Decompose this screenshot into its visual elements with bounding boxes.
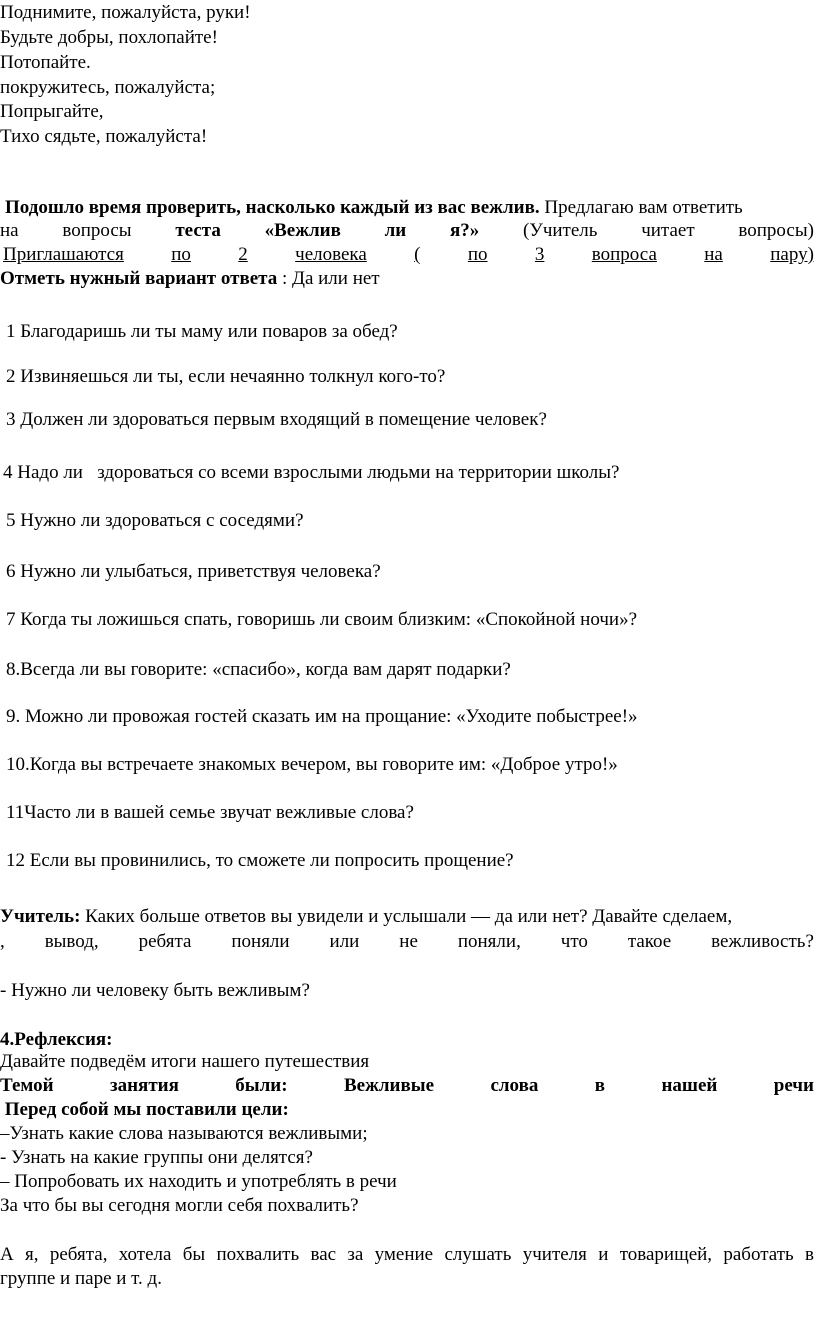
intro-bold-lead: Подошло время проверить, насколько каждый из вас вежлив. xyxy=(5,197,540,218)
reflection-heading xyxy=(0,1029,113,1051)
intro-line-2 xyxy=(0,220,814,242)
verse-line: Поднимите, пожалуйста, руки! xyxy=(0,2,251,23)
instruction-rest: : Да или нет xyxy=(277,268,380,289)
word: на xyxy=(704,244,723,265)
verse-line: Тихо сядьте, пожалуйста! xyxy=(0,126,208,147)
teacher-line-1 xyxy=(0,906,732,928)
word: я, xyxy=(25,1244,39,1265)
word: слова xyxy=(490,1075,539,1096)
word: А xyxy=(0,1244,14,1265)
reflection-heading-text: 4.Рефлексия: xyxy=(0,1029,113,1050)
word: вопроса xyxy=(591,244,657,265)
word: читает xyxy=(641,220,695,241)
word: 2 xyxy=(238,244,248,265)
closing-line-1 xyxy=(0,1244,814,1266)
intro-rest: Предлагаю вам ответить xyxy=(539,197,743,218)
word: бы xyxy=(182,1244,206,1265)
teacher-label: Учитель: xyxy=(0,906,81,927)
word: не xyxy=(399,931,418,952)
word: товарищей, xyxy=(619,1244,713,1265)
question-item: 7 Когда ты ложишься спать, говоришь ли своим близким: «Спокойной ночи»? xyxy=(6,609,638,630)
intro-line-1 xyxy=(5,197,743,219)
word: такое xyxy=(627,931,672,952)
word: умение xyxy=(374,1244,434,1265)
word: слушать xyxy=(444,1244,512,1265)
goals-heading xyxy=(0,1099,289,1121)
answer-instruction xyxy=(0,268,380,290)
goal-item: – Попробовать их находить и употреблять в речи xyxy=(0,1171,397,1192)
word: занятия xyxy=(109,1075,179,1096)
teacher-question: - Нужно ли человеку быть вежливым? xyxy=(0,980,310,1001)
word: в xyxy=(804,1244,814,1265)
reflection-summary: Давайте подведём итоги нашего путешествия xyxy=(0,1051,370,1072)
word: , xyxy=(0,931,5,952)
word: пару) xyxy=(770,244,814,265)
word: речи xyxy=(773,1075,814,1096)
intro-line-3 xyxy=(3,244,814,266)
question-item: 4 Надо ли здороваться со всеми взрослыми людьми на территории школы? xyxy=(3,462,620,483)
goals-heading-text: Перед собой мы поставили цели: xyxy=(0,1099,289,1120)
word: вежливость? xyxy=(711,931,814,952)
praise-question: За что бы вы сегодня могли себя похвалить? xyxy=(0,1195,359,1216)
word: Вежливые xyxy=(344,1075,435,1096)
word: хотела xyxy=(118,1244,172,1265)
word: (Учитель xyxy=(523,220,598,241)
word: на xyxy=(0,220,19,241)
word: по xyxy=(467,244,488,265)
question-item: 10.Когда вы встречаете знакомых вечером, вы говорите им: «Доброе утро!» xyxy=(6,754,618,775)
teacher-text: Каких больше ответов вы увидели и услышали — да или нет? Давайте сделаем, xyxy=(80,906,733,927)
word: вас xyxy=(310,1244,337,1265)
word: ( xyxy=(414,244,421,265)
goal-item: –Узнать какие слова называются вежливыми; xyxy=(0,1123,368,1144)
word: ли xyxy=(384,220,407,241)
word: учителя xyxy=(522,1244,587,1265)
word: «Вежлив xyxy=(264,220,341,241)
word: по xyxy=(171,244,191,265)
topic-line xyxy=(0,1075,814,1097)
word: вопросы) xyxy=(738,220,814,241)
word: нашей xyxy=(661,1075,718,1096)
word: поняли, xyxy=(457,931,521,952)
word: или xyxy=(329,931,360,952)
goal-item: - Узнать на какие группы они делятся? xyxy=(0,1147,313,1168)
word: поняли xyxy=(231,931,290,952)
word: и xyxy=(598,1244,609,1265)
word: за xyxy=(347,1244,364,1265)
verse-line: покружитесь, пожалуйста; xyxy=(0,77,216,98)
question-item: 12 Если вы провинились, то сможете ли попросить прощение? xyxy=(6,850,514,871)
teacher-line-2 xyxy=(0,931,814,953)
word: Темой xyxy=(0,1075,54,1096)
question-item: 5 Нужно ли здороваться с соседями? xyxy=(6,510,304,531)
word: Приглашаются xyxy=(3,244,124,265)
closing-line-2: группе и паре и т. д. xyxy=(0,1268,162,1289)
verse-line: Будьте добры, похлопайте! xyxy=(0,27,218,48)
question-item: 8.Всегда ли вы говорите: «спасибо», когда вам дарят подарки? xyxy=(6,659,511,680)
question-item: 6 Нужно ли улыбаться, приветствуя человека? xyxy=(6,561,381,582)
word: вывод, xyxy=(44,931,99,952)
word: работать xyxy=(723,1244,794,1265)
question-item: 9. Можно ли провожая гостей сказать им на прощание: «Уходите побыстрее!» xyxy=(6,706,638,727)
question-item: 11Часто ли в вашей семье звучат вежливые слова? xyxy=(6,802,414,823)
verse-line: Попрыгайте, xyxy=(0,101,104,122)
word: 3 xyxy=(534,244,545,265)
instruction-bold: Отметь нужный вариант ответа xyxy=(0,268,278,289)
question-item: 2 Извиняешься ли ты, если нечаянно толкнул кого-то? xyxy=(6,366,446,387)
word: похвалить xyxy=(216,1244,300,1265)
word: в xyxy=(594,1075,606,1096)
word: теста xyxy=(175,220,221,241)
word: вопросы xyxy=(62,220,132,241)
question-item: 1 Благодаришь ли ты маму или поваров за обед? xyxy=(6,321,398,342)
word: ребята xyxy=(138,931,192,952)
word: ребята, xyxy=(49,1244,108,1265)
word: я?» xyxy=(450,220,480,241)
word: что xyxy=(560,931,588,952)
word: человека xyxy=(295,244,367,265)
word: были: xyxy=(235,1075,288,1096)
question-item: 3 Должен ли здороваться первым входящий в помещение человек? xyxy=(6,409,547,430)
verse-line: Потопайте. xyxy=(0,52,91,73)
